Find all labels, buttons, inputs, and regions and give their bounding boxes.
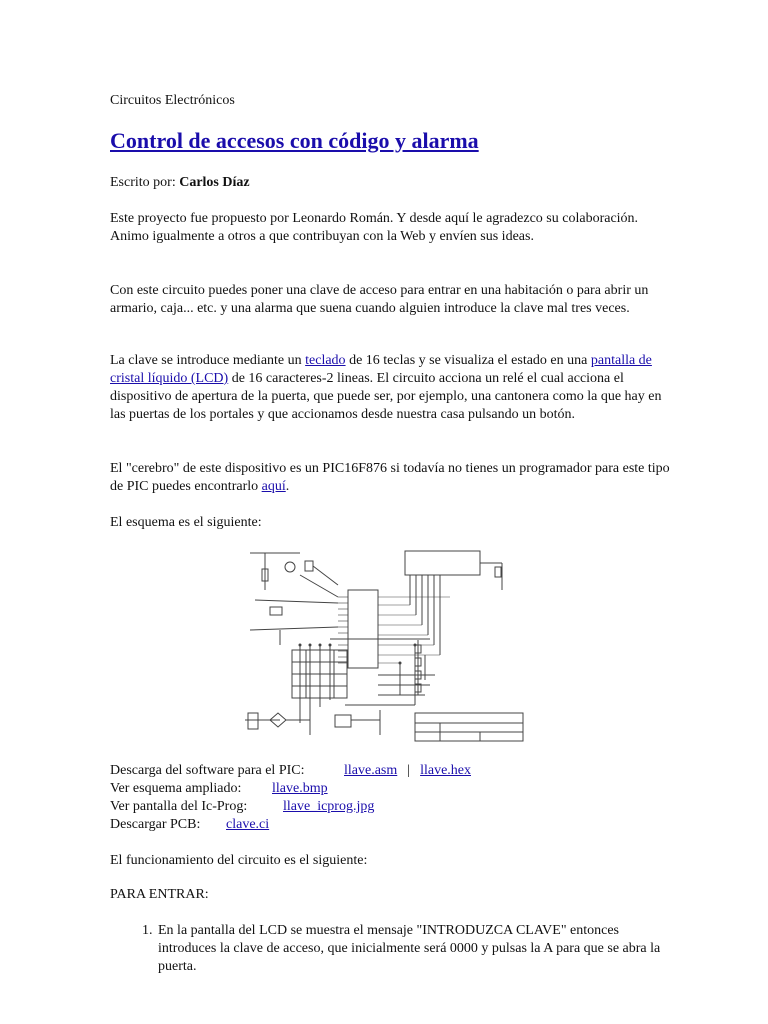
lcd-link[interactable]: pantalla de cristal líquido (LCD) [110,353,652,386]
link-separator: | [407,763,411,778]
download-pcb-label: Descargar PCB: [110,817,201,832]
bmp-file-link[interactable]: llave.bmp [272,781,328,796]
para3-text-2: de 16 teclas y se visualiza el estado en una [345,353,591,368]
paragraph-purpose: Con este circuito puedes poner una clave de acceso para entrar en una habitación o para abrir un armario, caja... etc. y una alarma que suena cuando alguien introduce la clave mal tres veces. [110,283,649,316]
byline [110,174,670,192]
paragraph-brain [110,460,670,496]
download-software-label: Descarga del software para el PIC: [110,763,305,778]
steps-list [110,922,670,976]
download-icprog-label: Ver pantalla del Ic-Prog: [110,799,248,814]
download-pcb-row [110,816,670,834]
paragraph-intro: Este proyecto fue propuesto por Leonardo Román. Y desde aquí le agradezco su colaboración. Animo igualmente a otros a que contribuyan con la Web y envíen sus ideas. [110,211,639,244]
steps-list-wrap [110,922,670,976]
article-title-wrap [110,128,670,154]
asm-file-link[interactable]: llave.asm [344,763,398,778]
circuit-schematic-image[interactable] [240,545,525,745]
para3-text-1: La clave se introduce mediante un [110,353,306,368]
hex-file-link[interactable]: llave.hex [420,763,471,778]
para4-text-2: . [285,479,290,494]
enter-heading: PARA ENTRAR: [110,887,209,902]
icprog-file-link[interactable]: llave_icprog.jpg [283,799,375,814]
programmer-link[interactable]: aquí [261,479,286,494]
paragraph-description [110,352,670,424]
schematic-junctions [299,644,417,665]
pcb-file-link[interactable]: clave.ci [226,817,270,832]
list-item: 1. En la pantalla del LCD se muestra el mensaje "INTRODUZCA CLAVE" entonces introduces la clave de acceso, que inicialmente será 0000 y pulsas la A para que se abra la puerta. [156,922,670,976]
para3-text-3: de 16 caracteres-2 lineas. El circuito acciona un relé el cual acciona el dispositivo de apertura de la puerta, que puede ser, por ejemplo, una cantonera como la que hay en las puertas de los portales y que accionamos desde nuestra casa pulsando un botón. [110,371,662,422]
article-title-link[interactable]: Control de accesos con código y alarma [110,128,479,153]
download-schema-label: Ver esquema ampliado: [110,781,242,796]
byline-prefix: Escrito por: [110,175,180,190]
download-software-row [110,762,670,780]
para4-text-1: El "cerebro" de este dispositivo es un PIC16F876 si todavía no tienes un programador para este tipo de PIC puedes encontrarlo [110,461,670,494]
author-name: Carlos Díaz [179,175,250,190]
section-label: Circuitos Electrónicos [110,93,235,108]
operation-intro: El funcionamiento del circuito es el siguiente: [110,853,368,868]
keypad-link[interactable]: teclado [305,353,346,368]
download-schema-row [110,780,670,798]
downloads-block [110,762,670,834]
schema-intro: El esquema es el siguiente: [110,515,262,530]
download-icprog-row [110,798,670,816]
